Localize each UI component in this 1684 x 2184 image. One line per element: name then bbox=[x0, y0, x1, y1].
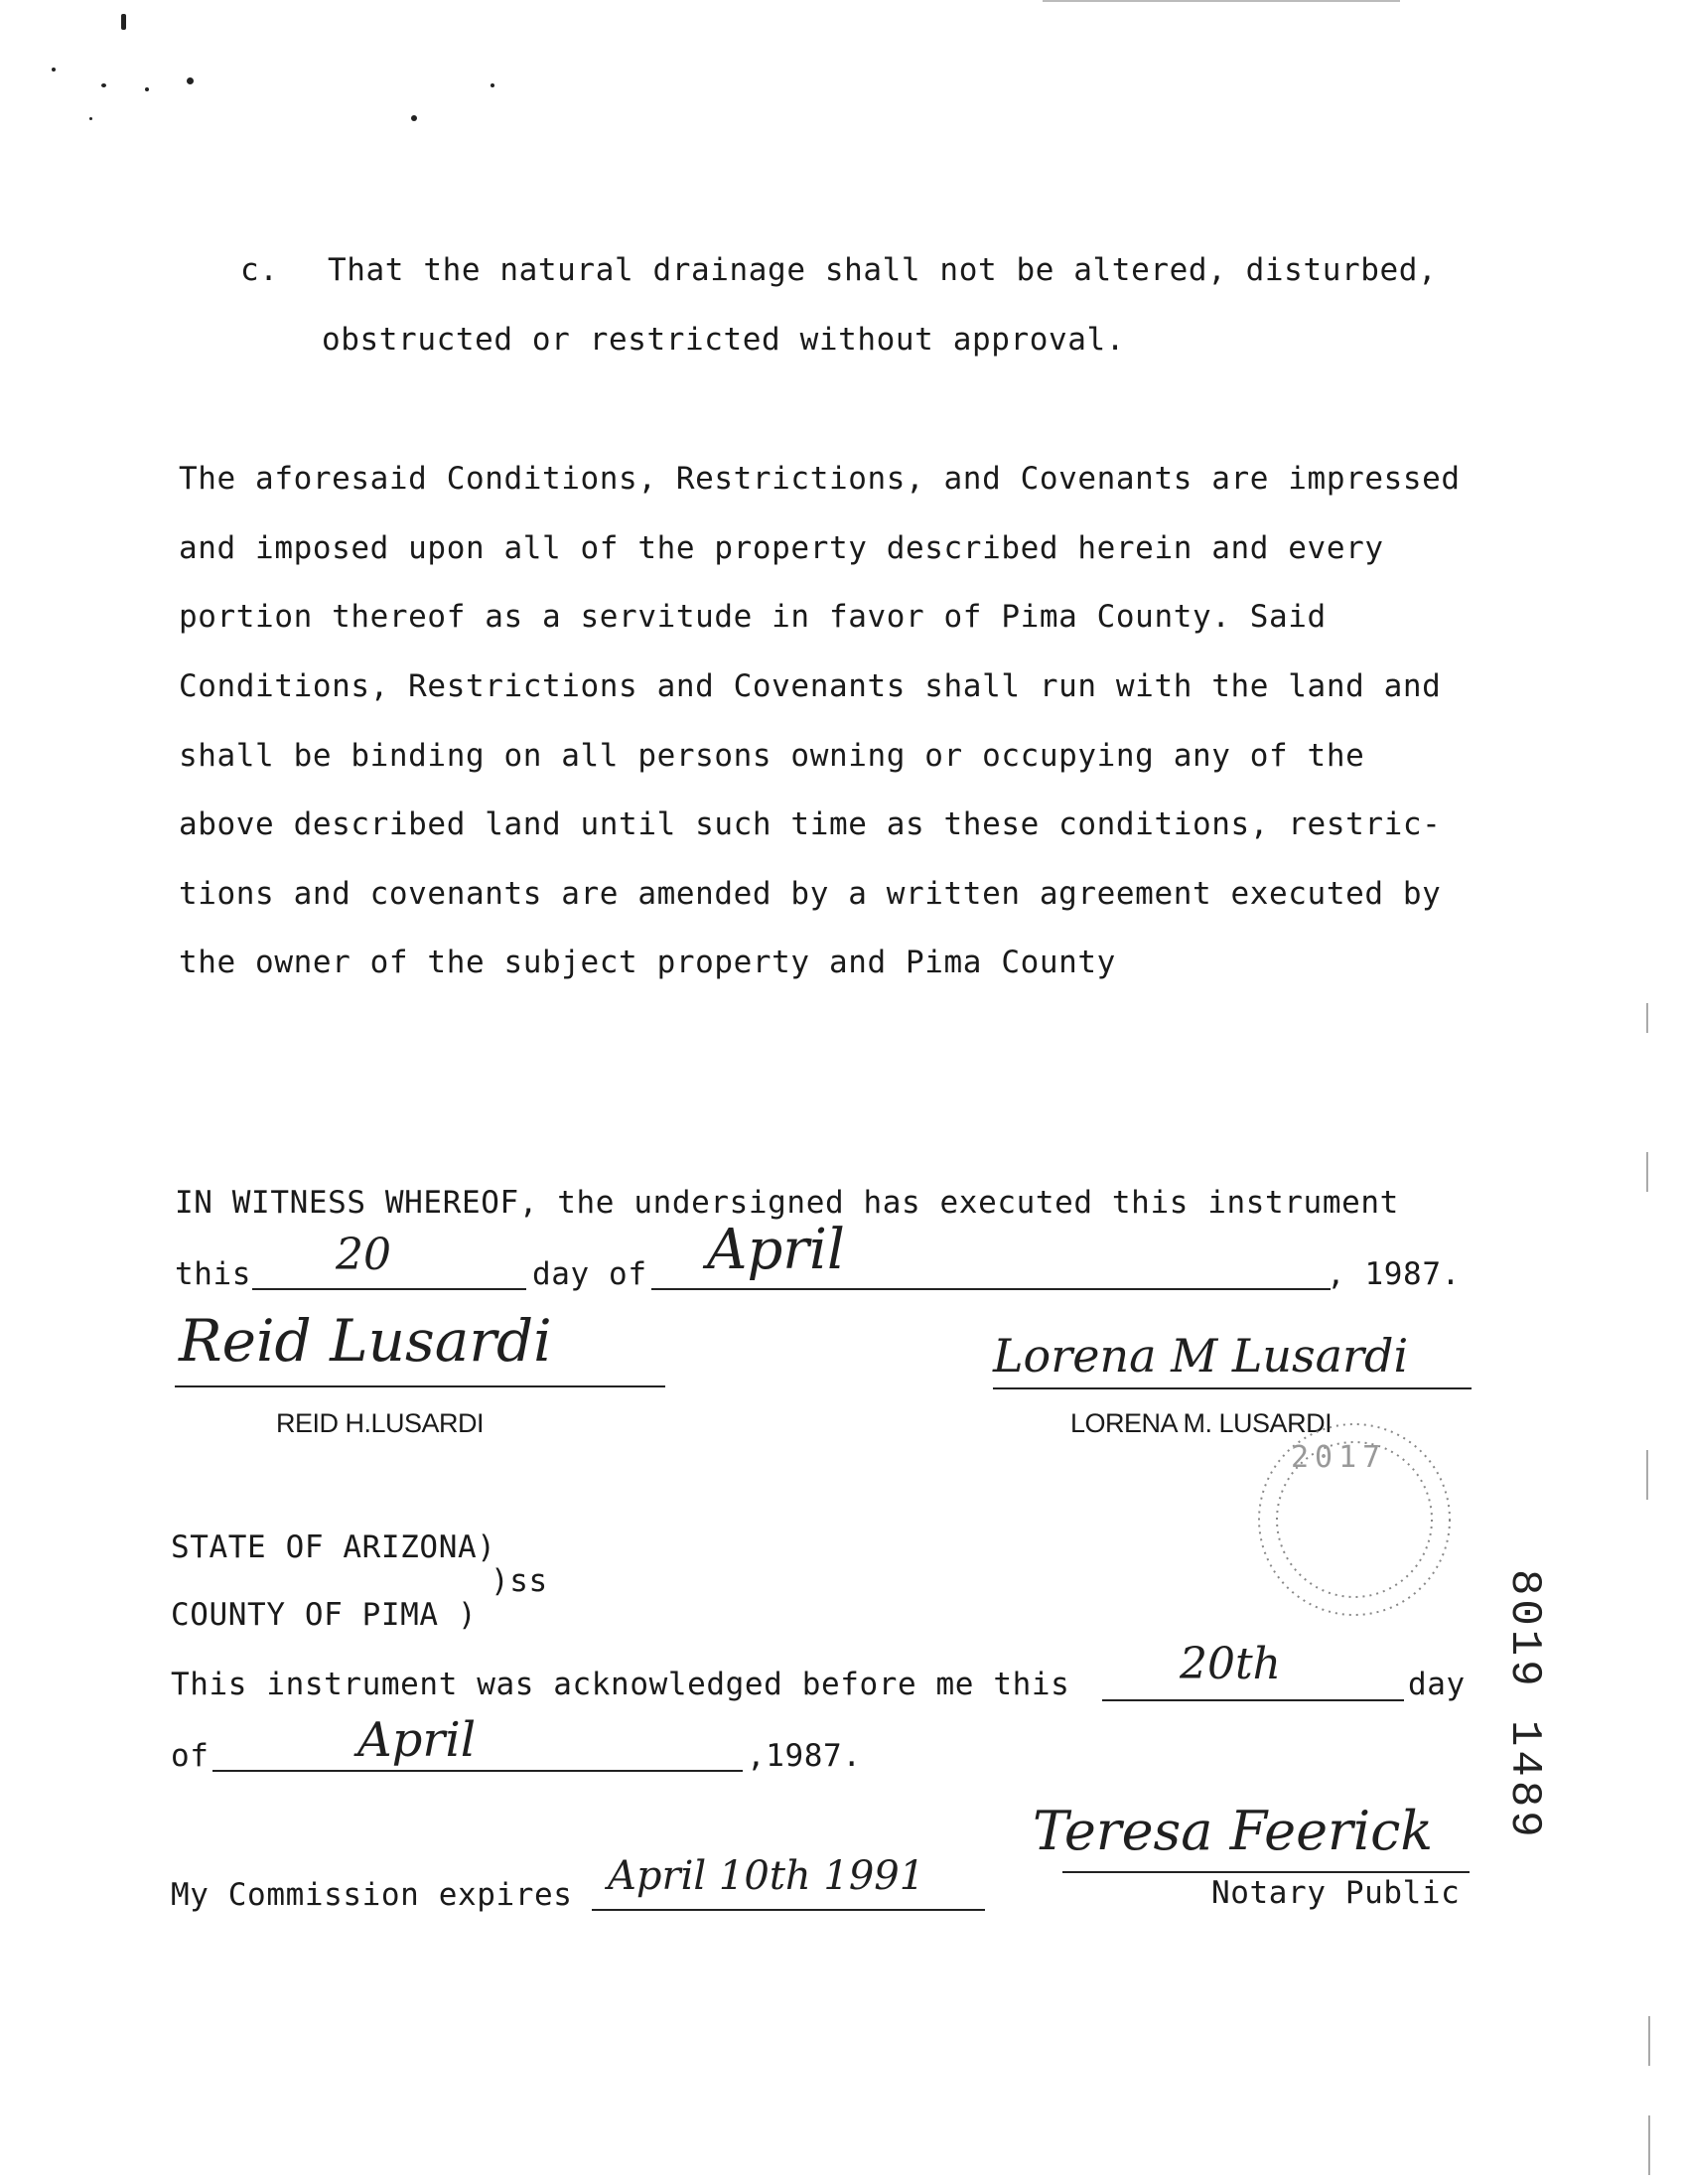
day-blank bbox=[252, 1288, 526, 1290]
right-signature: Lorena M Lusardi bbox=[993, 1329, 1409, 1383]
paragraph-line: the owner of the subject property and Pima County bbox=[179, 945, 1116, 980]
notary-state: STATE OF ARIZONA) bbox=[171, 1529, 496, 1565]
ack-month-blank bbox=[212, 1770, 743, 1772]
left-signature: Reid Lusardi bbox=[179, 1307, 552, 1375]
ack-of: of bbox=[171, 1738, 210, 1774]
left-signature-line bbox=[175, 1385, 665, 1387]
scan-speck bbox=[491, 83, 494, 87]
left-signer-name: REID H.LUSARDI bbox=[276, 1408, 485, 1438]
scan-edge-mark bbox=[1648, 2016, 1652, 2066]
paragraph-line: Conditions, Restrictions and Covenants shall run with the land and bbox=[179, 668, 1442, 704]
margin-recording-number: 8019 1489 bbox=[1499, 1569, 1549, 1841]
clause-letter: c. bbox=[240, 252, 279, 288]
scan-speck bbox=[121, 14, 126, 30]
paragraph-line: tions and covenants are amended by a written agreement executed by bbox=[179, 876, 1442, 912]
day-handwritten: 20 bbox=[336, 1230, 391, 1280]
ack-text: This instrument was acknowledged before me this bbox=[171, 1667, 1070, 1702]
witness-day-of: day of bbox=[532, 1256, 647, 1292]
notary-ss: )ss bbox=[491, 1563, 548, 1599]
seal-text: 2017 bbox=[1291, 1440, 1387, 1475]
month-handwritten: April bbox=[707, 1218, 845, 1282]
scan-edge-mark bbox=[1646, 1450, 1650, 1500]
witness-year: , 1987. bbox=[1327, 1256, 1461, 1292]
right-signer-name: LORENA M. LUSARDI bbox=[1070, 1408, 1333, 1438]
right-signature-line bbox=[993, 1387, 1472, 1389]
notary-signature: Teresa Feerick bbox=[1033, 1800, 1434, 1862]
notary-county: COUNTY OF PIMA ) bbox=[171, 1597, 478, 1633]
scan-speck bbox=[411, 115, 417, 121]
clause-line: obstructed or restricted without approval. bbox=[322, 322, 1126, 358]
ack-day-handwritten: 20th bbox=[1180, 1639, 1282, 1689]
paragraph-line: above described land until such time as these conditions, restric- bbox=[179, 806, 1442, 842]
ack-year: ,1987. bbox=[747, 1738, 862, 1774]
scan-speck bbox=[101, 83, 106, 87]
scan-edge-mark bbox=[1646, 1003, 1650, 1033]
commission-label: My Commission expires bbox=[171, 1877, 573, 1913]
paragraph-line: portion thereof as a servitude in favor of Pima County. Said bbox=[179, 599, 1327, 635]
clause-line: That the natural drainage shall not be altered, disturbed, bbox=[328, 252, 1438, 288]
paragraph-line: and imposed upon all of the property described herein and every bbox=[179, 530, 1384, 566]
paragraph-line: shall be binding on all persons owning or occupying any of the bbox=[179, 738, 1365, 774]
scan-speck bbox=[52, 68, 56, 72]
commission-blank bbox=[592, 1909, 985, 1911]
notary-public-label: Notary Public bbox=[1211, 1875, 1461, 1911]
scan-speck bbox=[145, 87, 149, 91]
notary-signature-line bbox=[1062, 1871, 1470, 1873]
scan-speck bbox=[89, 117, 92, 120]
commission-handwritten: April 10th 1991 bbox=[608, 1853, 925, 1899]
scan-edge-mark bbox=[1646, 1152, 1650, 1192]
ack-month-handwritten: April bbox=[357, 1712, 477, 1768]
ack-day-blank bbox=[1102, 1699, 1404, 1701]
month-blank bbox=[651, 1288, 1331, 1290]
scan-artifact-top bbox=[1043, 0, 1400, 2]
scan-edge-mark bbox=[1648, 2115, 1652, 2175]
witness-this: this bbox=[175, 1256, 252, 1292]
witness-line: IN WITNESS WHEREOF, the undersigned has executed this instrument bbox=[175, 1185, 1399, 1221]
ack-day-word: day bbox=[1408, 1667, 1466, 1702]
scan-speck bbox=[187, 77, 194, 84]
paragraph-line: The aforesaid Conditions, Restrictions, and Covenants are impressed bbox=[179, 461, 1461, 497]
